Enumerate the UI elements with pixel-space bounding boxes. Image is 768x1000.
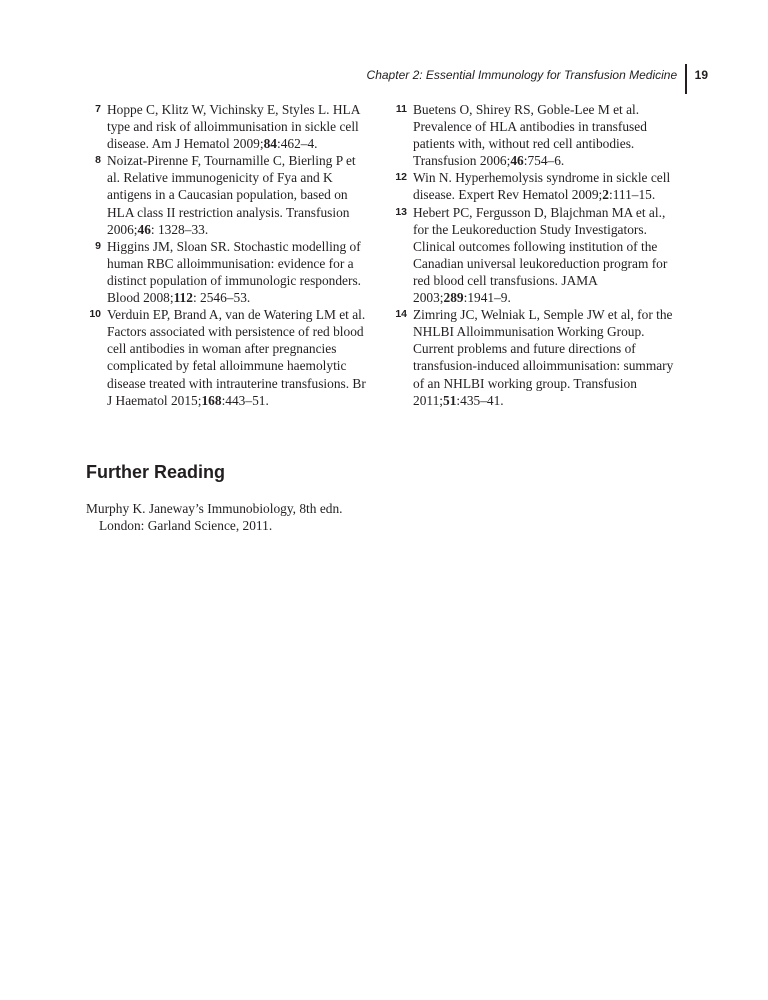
reference-text-segment: : 2546–53. bbox=[192, 290, 251, 306]
reference-list-left bbox=[86, 101, 368, 409]
reference-text-segment: Win N. Hyperhemolysis syndrome in sickle cell disease. Expert Rev Hematol 2009; bbox=[413, 170, 671, 203]
page-number: 19 bbox=[694, 68, 708, 82]
reference-text-segment: :443–51. bbox=[221, 392, 269, 408]
reference-volume: 2 bbox=[602, 187, 609, 203]
reference-text-segment: :754–6. bbox=[523, 153, 565, 169]
reference-number: 9 bbox=[95, 239, 101, 252]
reference-item bbox=[392, 204, 682, 307]
reference-number: 8 bbox=[95, 154, 101, 167]
reference-item bbox=[392, 101, 682, 169]
reference-number: 13 bbox=[395, 205, 407, 218]
reference-text-segment: Buetens O, Shirey RS, Goble-Lee M et al. Prevalence of HLA antibodies in transfused patients with, without red cell antibodies. Transfusion 2006; bbox=[413, 102, 647, 169]
reference-text bbox=[107, 307, 366, 407]
further-reading-heading: Further Reading bbox=[86, 462, 226, 482]
reference-text-segment: Hoppe C, Klitz W, Vichinsky E, Styles L. HLA type and risk of alloimmunisation in sickle cell disease. Am J Hematol 2009; bbox=[107, 102, 360, 152]
reference-text-segment: Noizat-Pirenne F, Tournamille C, Bierling P et al. Relative immunogenicity of Fya and K antigens in a Caucasian population, based on HLA class II restriction analysis. Transfusion 2006; bbox=[107, 153, 356, 237]
reference-item bbox=[392, 169, 682, 203]
further-reading-list bbox=[86, 500, 376, 534]
reference-text bbox=[107, 102, 360, 151]
reference-item bbox=[86, 306, 368, 409]
further-reading-item: Murphy K. Janeway’s Immunobiology, 8th edn. London: Garland Science, 2011. bbox=[86, 501, 343, 534]
reference-number: 10 bbox=[89, 308, 101, 321]
reference-text-segment: :111–15. bbox=[608, 187, 656, 203]
reference-text-segment: Zimring JC, Welniak L, Semple JW et al, for the NHLBI Alloimmunisation Working Group. Current problems and future directions of transfusion-induced alloimmunisation: summary of an NHLBI working group. Transfusion 2011; bbox=[413, 307, 674, 408]
reference-text-segment: Higgins JM, Sloan SR. Stochastic modelling of human RBC alloimmunisation: evidence for a distinct population of immunologic responders. Blood 2008; bbox=[107, 238, 362, 306]
running-header bbox=[367, 64, 708, 96]
reference-volume: 46 bbox=[137, 221, 151, 237]
reference-text-segment: : 1328–33. bbox=[150, 221, 209, 237]
reference-text bbox=[107, 153, 356, 236]
reference-text-segment: :435–41. bbox=[456, 392, 504, 408]
reference-volume: 84 bbox=[263, 136, 277, 152]
reference-text-segment: :462–4. bbox=[276, 136, 318, 152]
reference-volume: 168 bbox=[201, 392, 222, 408]
reference-volume: 289 bbox=[443, 290, 464, 306]
reference-volume: 51 bbox=[443, 392, 457, 408]
chapter-title: Chapter 2: Essential Immunology for Transfusion Medicine bbox=[366, 68, 678, 82]
reference-volume: 112 bbox=[173, 290, 193, 306]
reference-item bbox=[86, 152, 368, 237]
reference-text-segment: Hebert PC, Fergusson D, Blajchman MA et al., for the Leukoreduction Study Investigators. Clinical outcomes following institution of the Canadian universal leukoreduction program for red blood cell transfusions. JAMA 2003; bbox=[413, 204, 668, 306]
reference-text bbox=[413, 307, 673, 407]
reference-text bbox=[413, 170, 670, 202]
reference-number: 11 bbox=[395, 103, 407, 115]
reference-item bbox=[392, 306, 682, 409]
reference-item bbox=[86, 238, 368, 306]
reference-text-segment: :1941–9. bbox=[463, 290, 511, 306]
reference-list-right bbox=[392, 101, 682, 409]
reference-item bbox=[86, 101, 368, 152]
reference-number: 7 bbox=[95, 103, 101, 115]
reference-number: 12 bbox=[395, 171, 407, 184]
reference-text bbox=[107, 239, 361, 305]
reference-text bbox=[413, 102, 647, 168]
reference-number: 14 bbox=[395, 308, 407, 321]
reference-text-segment: Verduin EP, Brand A, van de Watering LM et al. Factors associated with persistence of red blood cell antibodies in woman after pregnancies complicated by fetal alloimmune haemolytic disease treated with intrauterine transfusions. Br J Haematol 2015; bbox=[107, 307, 366, 408]
reference-text bbox=[413, 205, 667, 305]
reference-volume: 46 bbox=[510, 153, 524, 169]
header-divider bbox=[685, 64, 687, 94]
